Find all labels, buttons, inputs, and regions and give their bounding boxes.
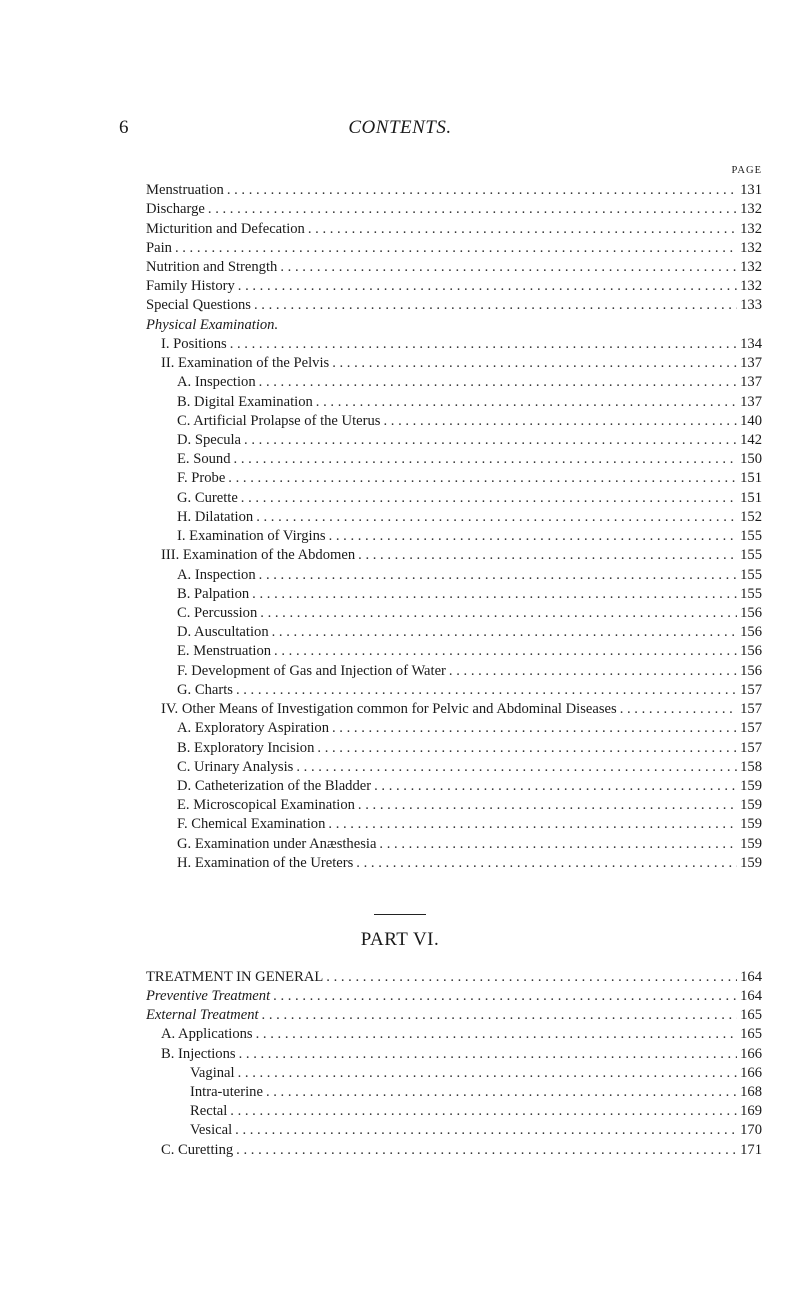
toc-entry-label: TREATMENT IN GENERAL <box>146 969 324 985</box>
toc-entry <box>177 527 762 546</box>
leader-dots <box>253 1025 737 1044</box>
toc-entry-label: D. Auscultation <box>177 624 269 640</box>
leader-dots <box>380 412 737 431</box>
leader-dots <box>270 987 737 1006</box>
leader-dots <box>263 1083 737 1102</box>
toc-entry <box>146 239 762 258</box>
toc-entry <box>177 642 762 661</box>
leader-dots <box>233 1141 737 1160</box>
toc-entry-label: Special Questions <box>146 297 251 313</box>
toc-entry <box>177 777 762 796</box>
toc-entry-page: 155 <box>740 547 762 563</box>
toc-entry-page: 155 <box>740 528 762 544</box>
toc-entry-page: 131 <box>740 182 762 198</box>
toc-entry-label: B. Exploratory Incision <box>177 740 315 756</box>
leader-dots <box>269 623 737 642</box>
leader-dots <box>232 1121 737 1140</box>
toc-entry <box>177 662 762 681</box>
toc-entry-label: Intra-uterine <box>190 1084 263 1100</box>
leader-dots <box>225 469 737 488</box>
toc-entry-label: C. Curetting <box>161 1142 234 1158</box>
toc-entry-page: 155 <box>740 567 762 583</box>
leader-dots <box>326 527 737 546</box>
toc-entry-page: 151 <box>740 490 762 506</box>
leader-dots <box>313 393 737 412</box>
toc-entry-label: A. Applications <box>161 1026 253 1042</box>
toc-entry-label: G. Charts <box>177 682 233 698</box>
toc-entry-label: External Treatment <box>146 1007 259 1023</box>
toc-entry <box>177 815 762 834</box>
leader-dots <box>355 546 737 565</box>
leader-dots <box>236 1045 737 1064</box>
leader-dots <box>249 585 737 604</box>
toc-entry-page: 132 <box>740 278 762 294</box>
toc-entry-label: Family History <box>146 278 235 294</box>
leader-dots <box>277 258 737 277</box>
leader-dots <box>235 1064 737 1083</box>
leader-dots <box>241 431 737 450</box>
toc-entry <box>190 1102 762 1121</box>
toc-entry <box>146 181 762 200</box>
toc-entry-label: A. Inspection <box>177 374 256 390</box>
leader-dots <box>446 662 737 681</box>
toc-entry-page: 168 <box>740 1084 762 1100</box>
toc-entry <box>161 1141 762 1160</box>
toc-entry-label: B. Injections <box>161 1046 236 1062</box>
divider-rule <box>374 914 426 915</box>
toc-entry-page: 140 <box>740 413 762 429</box>
toc-entry <box>161 700 762 719</box>
leader-dots <box>271 642 737 661</box>
toc-entry <box>177 796 762 815</box>
leader-dots <box>256 373 737 392</box>
leader-dots <box>257 604 737 623</box>
toc-entry-label: D. Catheterization of the Bladder <box>177 778 372 794</box>
toc-entry-page: 164 <box>740 988 762 1004</box>
toc-entry-label: IV. Other Means of Investigation common for Pelvic and Abdominal Diseases <box>161 701 617 717</box>
toc-entry-page: 165 <box>740 1007 762 1023</box>
toc-entry-page: 137 <box>740 355 762 371</box>
toc-entry-page: 150 <box>740 451 762 467</box>
leader-dots <box>172 239 737 258</box>
toc-entry <box>161 1025 762 1044</box>
leader-dots <box>371 777 737 796</box>
toc-entry-label: Menstruation <box>146 182 224 198</box>
toc-entry-page: 152 <box>740 509 762 525</box>
leader-dots <box>355 796 737 815</box>
toc-entry-page: 133 <box>740 297 762 313</box>
toc-entry-page: 132 <box>740 240 762 256</box>
toc-entry <box>177 719 762 738</box>
toc-entry-page: 159 <box>740 855 762 871</box>
leader-dots <box>353 854 737 873</box>
toc-entry <box>146 296 762 315</box>
page-number: 6 <box>119 117 129 138</box>
running-title: CONTENTS. <box>348 117 452 138</box>
toc-entry <box>146 200 762 219</box>
toc-entry-page: 159 <box>740 836 762 852</box>
leader-dots <box>253 508 737 527</box>
toc-entry-page: 166 <box>740 1065 762 1081</box>
toc-entry-page: 132 <box>740 259 762 275</box>
toc-entry <box>161 546 762 565</box>
toc-entry-label: Rectal <box>190 1103 228 1119</box>
toc-entry-page: 171 <box>740 1142 762 1158</box>
toc-entry <box>177 739 762 758</box>
toc-entry-label: II. Examination of the Pelvis <box>161 355 330 371</box>
leader-dots <box>233 681 737 700</box>
toc-entry-page: 157 <box>740 682 762 698</box>
toc-entry <box>146 1006 762 1025</box>
toc-entry-page: 166 <box>740 1046 762 1062</box>
toc-entry-label: Micturition and Defecation <box>146 221 305 237</box>
page-header <box>0 117 800 147</box>
toc-entry-label: Vesical <box>190 1122 233 1138</box>
toc-entry <box>177 373 762 392</box>
toc-entry-label: B. Digital Examination <box>177 394 313 410</box>
toc-entry-page: 142 <box>740 432 762 448</box>
leader-dots <box>251 296 737 315</box>
toc-entry-page: 151 <box>740 470 762 486</box>
toc-entry-page: 159 <box>740 816 762 832</box>
toc-entry-label: Preventive Treatment <box>146 988 271 1004</box>
toc-entry-label: Discharge <box>146 201 205 217</box>
toc-entry-page: 137 <box>740 374 762 390</box>
leader-dots <box>238 489 737 508</box>
toc-entry-page: 165 <box>740 1026 762 1042</box>
leader-dots <box>329 719 737 738</box>
toc-entry-page: 155 <box>740 586 762 602</box>
leader-dots <box>376 835 737 854</box>
toc-entry <box>177 412 762 431</box>
toc-entry-label: C. Urinary Analysis <box>177 759 294 775</box>
toc-entry <box>190 1064 762 1083</box>
toc-entry-label: Vaginal <box>190 1065 235 1081</box>
toc-entry-label: F. Development of Gas and Injection of Water <box>177 663 446 679</box>
toc-entry-page: 157 <box>740 701 762 717</box>
toc-entry-label: C. Artificial Prolapse of the Uterus <box>177 413 381 429</box>
toc-entry-page: 156 <box>740 643 762 659</box>
toc-entry-label: Pain <box>146 240 172 256</box>
toc-entry-page: 156 <box>740 663 762 679</box>
leader-dots <box>256 566 737 585</box>
toc-entry-page: 159 <box>740 778 762 794</box>
toc-entry-label: H. Examination of the Ureters <box>177 855 354 871</box>
toc-entry <box>161 354 762 373</box>
toc-entry-label: G. Curette <box>177 490 238 506</box>
toc-entry <box>146 968 762 987</box>
toc-entry <box>190 1083 762 1102</box>
toc-entry <box>161 1045 762 1064</box>
toc-entry <box>177 681 762 700</box>
toc-entry-page: 157 <box>740 740 762 756</box>
leader-dots <box>259 1006 737 1025</box>
toc-entry-label: D. Specula <box>177 432 242 448</box>
toc-entry-label: E. Menstruation <box>177 643 272 659</box>
toc-entry-page: 156 <box>740 605 762 621</box>
toc-entry <box>190 1121 762 1140</box>
leader-dots <box>323 968 737 987</box>
toc-entry <box>177 469 762 488</box>
leader-dots <box>205 200 737 219</box>
leader-dots <box>231 450 737 469</box>
toc-entry-label: I. Positions <box>161 336 227 352</box>
toc-entry <box>177 758 762 777</box>
leader-dots <box>227 335 737 354</box>
leader-dots <box>224 181 737 200</box>
toc-entry <box>146 277 762 296</box>
toc-entry-label: A. Exploratory Aspiration <box>177 720 329 736</box>
toc-entry <box>146 987 762 1006</box>
leader-dots <box>227 1102 737 1121</box>
toc-entry <box>146 220 762 239</box>
toc-entry-page: 164 <box>740 969 762 985</box>
toc-entry <box>177 623 762 642</box>
toc-entry-label: I. Examination of Virgins <box>177 528 326 544</box>
toc-entry <box>177 835 762 854</box>
toc-entry <box>177 393 762 412</box>
toc-entry <box>177 450 762 469</box>
leader-dots <box>235 277 737 296</box>
leader-dots <box>617 700 737 719</box>
toc-entry-label: A. Inspection <box>177 567 256 583</box>
physical-examination-heading: Physical Examination. <box>146 317 279 333</box>
toc-entry-label: E. Sound <box>177 451 231 467</box>
toc-entry-label: C. Percussion <box>177 605 258 621</box>
toc-entry-page: 134 <box>740 336 762 352</box>
toc-entry-label: H. Dilatation <box>177 509 254 525</box>
toc-entry <box>177 585 762 604</box>
toc-entry-page: 132 <box>740 221 762 237</box>
toc-entry <box>161 335 762 354</box>
toc-entry-page: 132 <box>740 201 762 217</box>
toc-entry-page: 158 <box>740 759 762 775</box>
leader-dots <box>329 354 737 373</box>
toc-entry-page: 156 <box>740 624 762 640</box>
toc-entry <box>177 604 762 623</box>
toc-entry <box>146 258 762 277</box>
toc-entry-label: F. Probe <box>177 470 226 486</box>
toc-entry-label: G. Examination under Anæsthesia <box>177 836 377 852</box>
toc-entry <box>177 489 762 508</box>
toc-entry-label: E. Microscopical Examination <box>177 797 355 813</box>
leader-dots <box>293 758 737 777</box>
toc-entry-page: 159 <box>740 797 762 813</box>
toc-entry-page: 157 <box>740 720 762 736</box>
toc-entry-page: 169 <box>740 1103 762 1119</box>
leader-dots <box>314 739 737 758</box>
toc-entry-page: 170 <box>740 1122 762 1138</box>
page-column-label: PAGE <box>731 165 762 176</box>
toc-entry-label: F. Chemical Examination <box>177 816 326 832</box>
leader-dots <box>305 220 737 239</box>
toc-entry <box>177 508 762 527</box>
part-title: PART VI. <box>360 929 440 950</box>
toc-entry <box>177 854 762 873</box>
toc-entry <box>177 566 762 585</box>
toc-entry <box>177 431 762 450</box>
toc-entry-page: 137 <box>740 394 762 410</box>
toc-entry-label: III. Examination of the Abdomen <box>161 547 356 563</box>
toc-entry-label: B. Palpation <box>177 586 250 602</box>
leader-dots <box>325 815 737 834</box>
toc-entry-label: Nutrition and Strength <box>146 259 278 275</box>
